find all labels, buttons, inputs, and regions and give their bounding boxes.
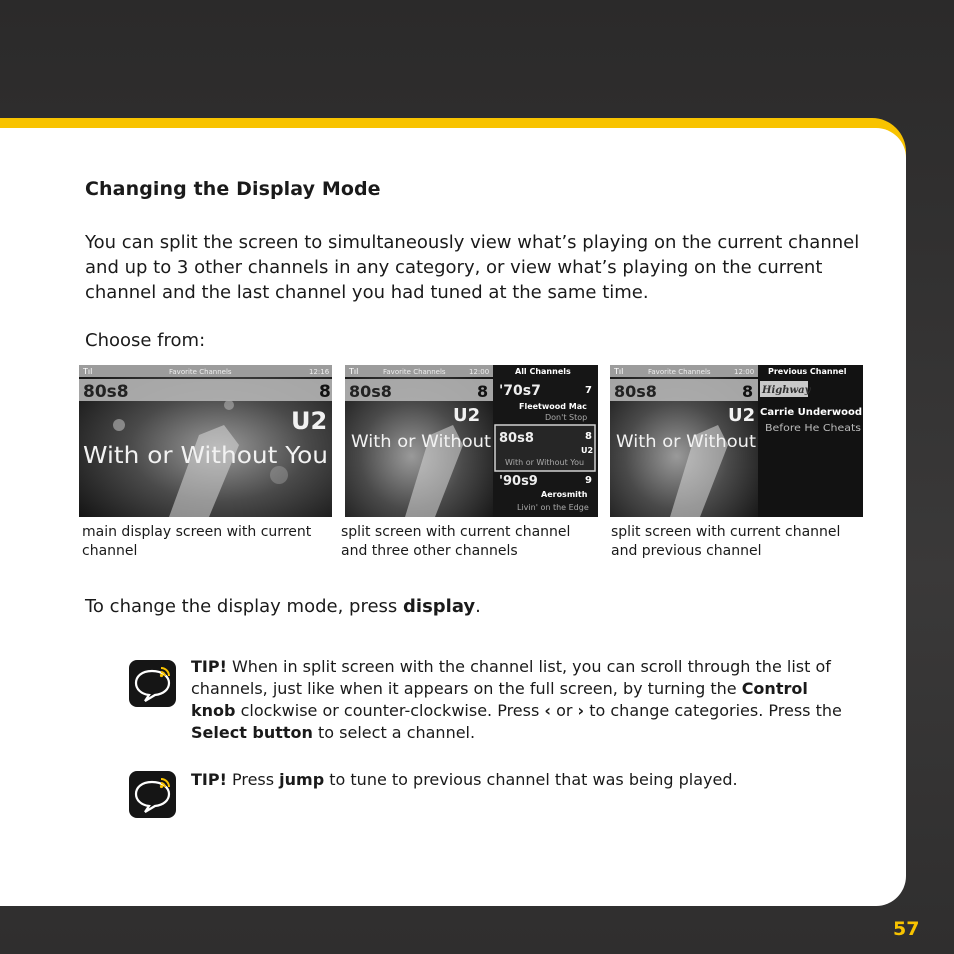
tip1-text-4: to select a channel. [312,723,476,742]
screen1-category: Favorite Channels [169,368,232,376]
screen3-artist: U2 [728,405,756,426]
caption-main-display: main display screen with current channel [82,524,312,559]
page-number: 57 [893,918,920,940]
screen1-song: With or Without You [83,443,328,469]
change-prefix: To change the display mode, press [85,596,404,617]
svg-text:80s8: 80s8 [83,382,129,402]
section-heading: Changing the Display Mode [85,178,381,200]
screen2-list3-artist: Aerosmith [541,490,588,499]
svg-text:80s8: 80s8 [614,382,657,401]
screen2-list3-logo: '90s9 [499,474,538,489]
svg-text:Tıl: Tıl [83,367,93,376]
screen2-song: With or Without [351,432,492,452]
caption-split-three: split screen with current channel and three other channels [341,524,571,559]
svg-text:80s8: 80s8 [349,382,392,401]
screen1-channel-number: 8 [319,382,331,402]
screen2-list3-song: Livin' on the Edge [517,503,589,512]
tip1-text-2: clockwise or counter-clockwise. Press [235,701,545,720]
screen2-list2-number: 8 [585,431,592,442]
select-button-keyword: Select button [191,723,313,742]
tip1-or: or [551,701,578,720]
screen2-list2-song: With or Without You [505,458,585,467]
tip2-text-1: Press [226,770,280,789]
screen3-prev-artist: Carrie Underwood [760,407,862,418]
screen3-category: Favorite Channels [648,368,711,376]
tip2-text-2: to tune to previous channel that was being played. [324,770,738,789]
tip-speech-bubble-icon [129,771,176,818]
screenshot-split-previous-channel [610,365,863,517]
choose-from-label: Choose from: [85,330,206,351]
screen2-list1-number: 7 [585,385,592,396]
change-instruction [85,596,481,617]
screen2-list2-logo: 80s8 [499,431,534,446]
display-keyword: display [403,596,476,617]
screen2-artist: U2 [453,405,481,426]
screen3-song: With or Without [616,432,757,452]
tip2-label: TIP! [191,770,227,789]
screen3-prev-logo: Highway [762,385,811,396]
screen3-time: 12:00 [734,368,755,376]
screen3-channel-number: 8 [742,382,754,401]
tip1-text-3: to change categories. Press the [584,701,842,720]
screenshot-split-three-channels [345,365,598,517]
screen2-time: 12:00 [469,368,490,376]
screen1-time: 12:16 [309,368,330,376]
control-knob-keyword: Control knob [191,679,808,720]
chevron-right-icon: › [577,701,585,720]
screen2-list-title: All Channels [515,367,571,376]
screen2-category: Favorite Channels [383,368,446,376]
screen2-list1-song: Don't Stop [545,413,588,422]
chevron-left-icon: ‹ [544,701,551,720]
tip1-text-1: When in split screen with the channel list, you can scroll through the list of channels, just like when it appears on the full screen, by turning the [191,657,831,698]
jump-keyword: jump [279,770,325,789]
svg-text:Tıl: Tıl [614,367,624,376]
screen2-list1-logo: '70s7 [499,383,541,399]
tip-speech-bubble-icon [129,660,176,707]
screen3-prev-title: Previous Channel [768,367,847,376]
screen3-prev-song: Before He Cheats [765,423,861,434]
tip-jump [191,769,851,791]
change-suffix: . [475,596,481,617]
tip1-label: TIP! [191,657,227,676]
svg-text:Tıl: Tıl [349,367,359,376]
screen1-artist: U2 [291,407,328,435]
screen2-list3-number: 9 [585,475,592,486]
screen2-channel-number: 8 [477,382,489,401]
screen2-list1-artist: Fleetwood Mac [519,402,587,411]
caption-split-previous: split screen with current channel and previous channel [611,524,841,559]
screenshot-main-display [79,365,332,517]
tip-control-knob [191,656,851,744]
intro-paragraph: You can split the screen to simultaneously view what’s playing on the current channel and up to 3 other channels in any category, or view what’s playing on the current channel and the last channel you had tuned at the same time. [85,232,860,303]
screen2-list2-artist: U2 [581,446,594,455]
